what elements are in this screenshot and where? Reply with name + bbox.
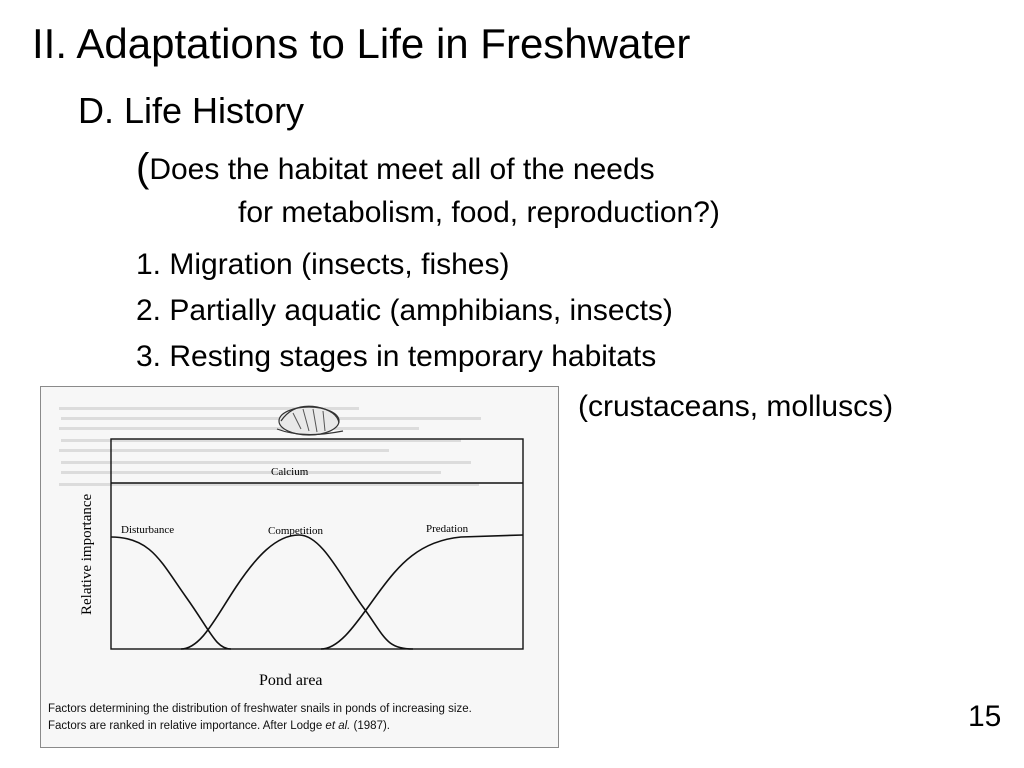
caption-text-a: Factors are ranked in relative importance. After Lodge xyxy=(48,720,326,732)
page-number: 15 xyxy=(968,700,1002,733)
x-axis-label: Pond area xyxy=(259,672,323,689)
calcium-label: Calcium xyxy=(271,466,309,478)
figure-caption-line-1: Factors determining the distribution of freshwater snails in ponds of increasing size. xyxy=(48,703,472,715)
bleed-through-texture xyxy=(59,407,481,486)
question-line-2: for metabolism, food, reproduction?) xyxy=(238,196,720,229)
list-item-partially-aquatic: 2. Partially aquatic (amphibians, insects) xyxy=(136,294,673,327)
figure-graphic xyxy=(41,387,559,748)
figure-caption-line-2 xyxy=(48,720,390,732)
pond-snail-figure xyxy=(40,386,559,748)
snail-shell-icon xyxy=(277,406,343,435)
predation-label: Predation xyxy=(426,523,469,535)
predation-curve xyxy=(321,535,523,649)
question-line-1 xyxy=(136,146,655,191)
open-paren: ( xyxy=(136,146,150,190)
y-axis-label: Relative importance xyxy=(79,493,95,615)
slide-title: II. Adaptations to Life in Freshwater xyxy=(32,20,691,67)
competition-label: Competition xyxy=(268,525,323,537)
caption-text-b: (1987). xyxy=(350,720,390,732)
disturbance-label: Disturbance xyxy=(121,524,175,536)
question-text-1: Does the habitat meet all of the needs xyxy=(149,153,655,186)
list-item-resting-stages-continued: (crustaceans, molluscs) xyxy=(578,390,894,423)
caption-et-al: et al. xyxy=(325,720,351,732)
list-item-resting-stages: 3. Resting stages in temporary habitats xyxy=(136,340,657,373)
slide-subtitle: D. Life History xyxy=(78,90,305,131)
disturbance-curve xyxy=(111,537,231,649)
list-item-migration: 1. Migration (insects, fishes) xyxy=(136,248,510,281)
